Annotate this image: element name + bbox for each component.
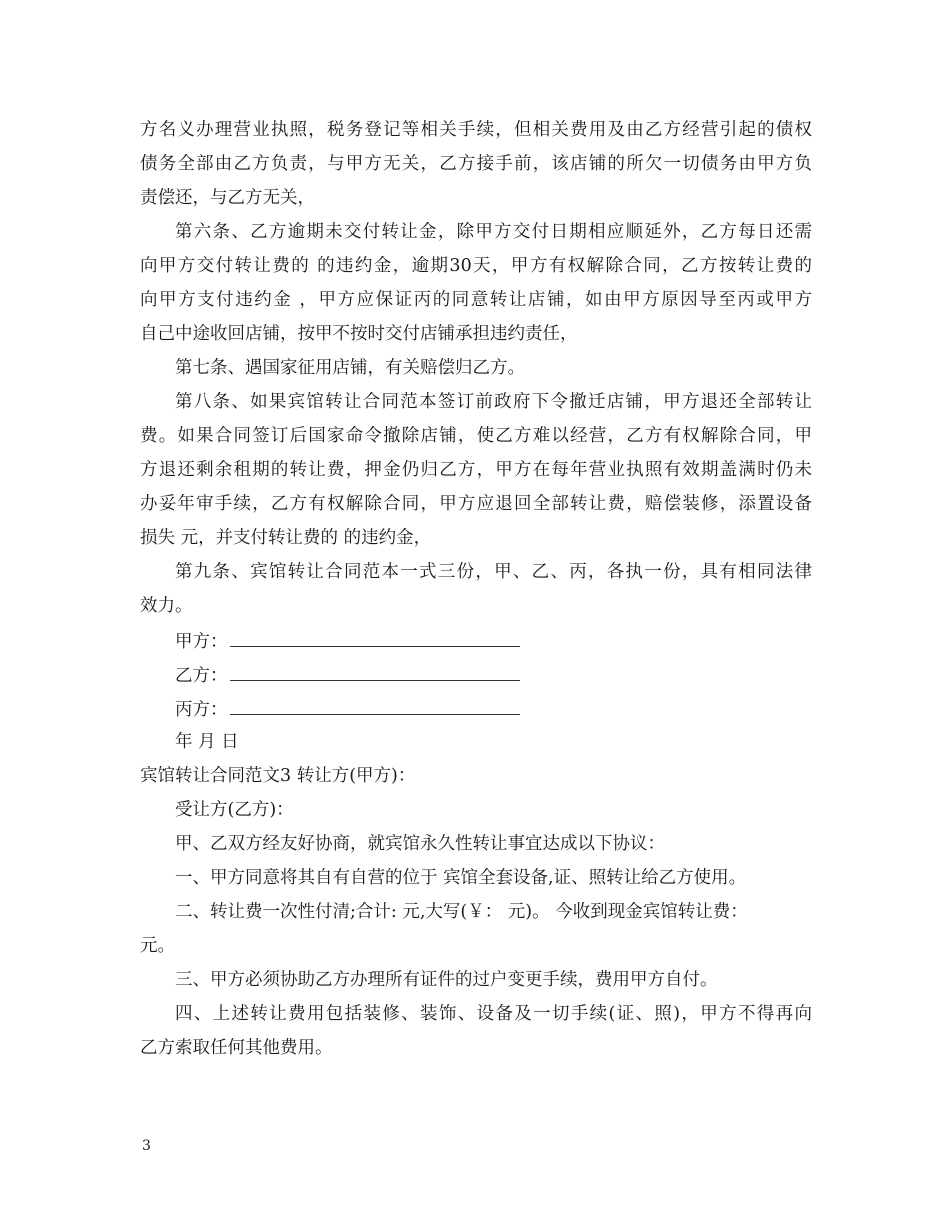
paragraph-line: 乙方索取任何其他费用。 [140,1038,333,1058]
section-heading: 宾馆转让合同范文3 转让方(甲方)： [140,766,416,786]
paragraph-line: 自己中途收回店铺，按甲不按时交付店铺承担违约责任， [140,324,578,344]
paragraph-line: 元。 [140,936,175,956]
signature-blank-line [230,698,520,715]
signature-blank-line [230,664,520,681]
paragraph-line: 效力。 [140,596,193,616]
signature-party-b [175,664,520,686]
paragraph-line: 损失 元，并支付转让费的 的违约金， [140,528,432,548]
date-line: 年 月 日 [175,732,239,752]
paragraph-line: 甲、乙双方经友好协商，就宾馆永久性转让事宜达成以下协议： [175,834,665,854]
paragraph-line: 方退还剩余租期的转让费，押金仍归乙方，甲方在每年营业执照有效期盖满时仍未 [140,460,812,480]
paragraph-line: 向甲方支付违约金 ，甲方应保证丙的同意转让店铺，如由甲方原因导至丙或甲方 [140,290,812,310]
paragraph-line: 四、上述转让费用包括装修、装饰、设备及一切手续(证、照)，甲方不得再向 [175,1004,812,1024]
paragraph-line: 办妥年审手续，乙方有权解除合同，甲方应退回全部转让费，赔偿装修，添置设备 [140,494,812,514]
paragraph-line: 二、转让费一次性付清;合计: 元,大写(￥： 元)。 今收到现金宾馆转让费： [175,902,748,922]
paragraph-line: 第八条、如果宾馆转让合同范本签订前政府下令撤迁店铺，甲方退还全部转让 [175,392,812,412]
paragraph-line: 受让方(乙方)： [175,800,294,820]
signature-party-c [175,698,520,720]
paragraph-line: 第七条、遇国家征用店铺，有关赔偿归乙方。 [175,358,525,378]
signature-party-a [175,630,520,652]
paragraph-line: 费。如果合同签订后国家命令撤除店铺，使乙方难以经营，乙方有权解除合同，甲 [140,426,812,446]
paragraph-line: 第九条、宾馆转让合同范本一式三份，甲、乙、丙，各执一份，具有相同法律 [175,562,812,582]
signature-blank-line [230,630,520,647]
page-number: 3 [142,1138,151,1154]
paragraph-line: 三、甲方必须协助乙方办理所有证件的过户变更手续，费用甲方自付。 [175,970,718,990]
paragraph-line: 债务全部由乙方负责，与甲方无关，乙方接手前，该店铺的所欠一切债务由甲方负 [140,154,812,174]
paragraph-line: 方名义办理营业执照，税务登记等相关手续，但相关费用及由乙方经营引起的债权 [140,120,812,140]
signature-label: 乙方： [175,666,228,686]
signature-label: 丙方： [175,700,228,720]
paragraph-line: 责偿还，与乙方无关， [140,188,315,208]
signature-label: 甲方： [175,632,228,652]
paragraph-line: 向甲方交付转让费的 的违约金，逾期30天，甲方有权解除合同，乙方按转让费的 [140,256,812,276]
paragraph-line: 第六条、乙方逾期未交付转让金，除甲方交付日期相应顺延外，乙方每日还需 [175,222,812,242]
paragraph-line: 一、甲方同意将其自有自营的位于 宾馆全套设备,证、照转让给乙方使用。 [175,868,747,888]
